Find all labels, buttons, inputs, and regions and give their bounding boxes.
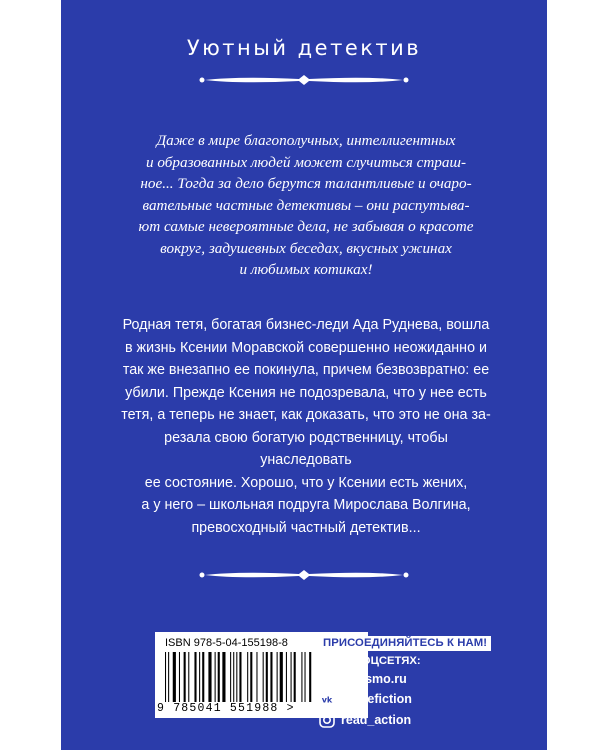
synopsis-line: Родная тетя, богатая бизнес-леди Ада Руднева, вошла <box>122 317 490 333</box>
synopsis <box>121 314 491 539</box>
barcode-bar <box>280 652 283 702</box>
barcode-bar <box>250 652 252 702</box>
back-cover <box>61 0 547 750</box>
blurb-line: вательные частные детективы – они распутыва- <box>142 196 470 214</box>
barcode-bar <box>291 652 292 702</box>
svg-text:vk: vk <box>321 695 333 705</box>
barcode-digits: 9 785041 551988 > <box>157 702 295 715</box>
barcode-bar <box>179 652 180 702</box>
blurb-line: и любимых котиках! <box>239 261 373 278</box>
barcode-bar <box>184 652 186 702</box>
barcode-bar <box>230 652 231 702</box>
barcode-bar <box>263 652 264 702</box>
synopsis-line: убили. Прежде Ксения не подозревала, что у нее есть <box>125 384 487 401</box>
instagram-handle: read_action <box>341 713 412 727</box>
website-link[interactable]: www.eksmo.ru <box>319 672 407 686</box>
barcode-bar <box>215 652 216 702</box>
barcode-bar <box>309 652 311 702</box>
barcode-bar <box>208 652 211 702</box>
series-title: Уютный детектив <box>186 36 422 60</box>
barcode-bar <box>165 652 166 702</box>
barcode-bar <box>188 652 189 702</box>
barcode-bar <box>218 652 220 702</box>
barcode-bar <box>199 652 200 702</box>
barcode-bar <box>233 652 234 702</box>
barcode-bar <box>236 652 237 702</box>
synopsis-line: превосходный частный детектив... <box>191 519 421 536</box>
synopsis-line: в жизнь Ксении Моравской совершенно неожиданно и <box>124 339 487 356</box>
synopsis-line: ее состояние. Хорошо, что у Ксении есть жених, <box>144 474 468 491</box>
blurb-line: ное... Тогда за дело берутся талантливые и очаро- <box>140 175 472 192</box>
join-us-label: ПРИСОЕДИНЯЙТЕСЬ К НАМ! <box>319 636 491 651</box>
barcode-bar <box>277 652 278 702</box>
vk-link[interactable] <box>319 691 541 707</box>
synopsis-line: а у него – школьная подруга Мирослава Волгина, <box>141 497 471 513</box>
synopsis-line: тетя, а теперь не знает, как доказать, что это не она за- <box>121 407 491 423</box>
ornament-divider-bottom <box>199 567 409 583</box>
barcode-bar <box>222 652 225 702</box>
blurb-line: и образованных людей может случиться страш- <box>145 153 466 171</box>
blurb-line: Даже в мире благополучных, интеллигентных <box>156 132 456 149</box>
barcode-bar <box>168 652 169 702</box>
barcode-bar <box>294 652 296 702</box>
barcode-bar <box>256 652 257 702</box>
synopsis-line: так же внезапно ее покинула, причем безвозвратно: ее <box>122 362 490 378</box>
blurb <box>123 130 489 281</box>
blurb-line: ют самые невероятные дела, не забывая о красоте <box>138 218 474 235</box>
barcode-bar <box>270 652 272 702</box>
barcode-bar <box>301 652 302 702</box>
vk-icon <box>319 691 335 707</box>
isbn-label: ISBN 978-5-04-155198-8 <box>165 637 288 649</box>
barcode-bar <box>202 652 204 702</box>
barcode-bar <box>286 652 287 702</box>
vk-handle: vmirefiction <box>341 692 412 706</box>
barcode-bar <box>266 652 268 702</box>
ornament-divider-top <box>199 72 409 88</box>
barcode-bar <box>173 652 176 702</box>
instagram-link[interactable] <box>319 712 541 728</box>
blurb-line: вокруг, задушевных беседах, вкусных ужинах <box>160 239 452 257</box>
synopsis-line: резала свою богатую родственницу, чтобы унаследовать <box>164 429 448 468</box>
barcode-bar <box>305 652 306 702</box>
instagram-icon <box>319 712 335 728</box>
barcode-bar <box>239 652 241 702</box>
barcode-bar <box>247 652 248 702</box>
barcode-bar <box>194 652 196 702</box>
social-block <box>319 633 541 728</box>
in-social-label: МЫ В СОЦСЕТЯХ: <box>319 655 421 667</box>
